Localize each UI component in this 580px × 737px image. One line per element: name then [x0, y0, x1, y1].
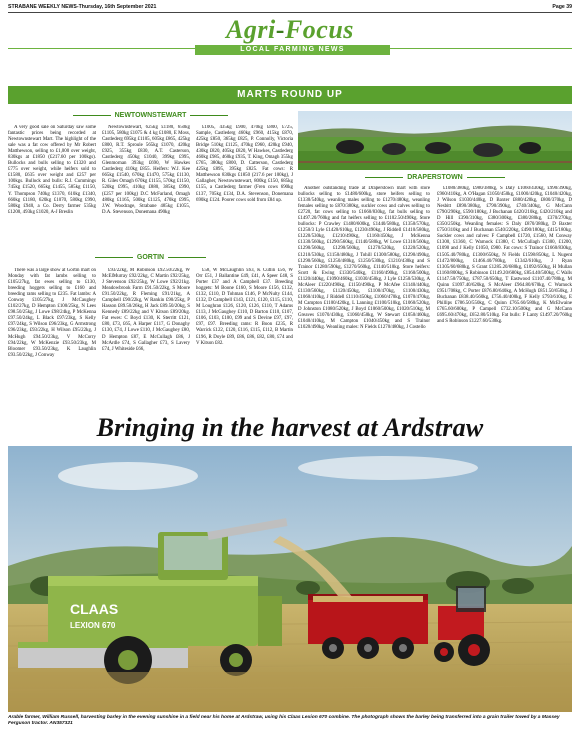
section-banner: MARTS ROUND UP — [8, 86, 572, 104]
page-number: Page 39 — [552, 4, 572, 10]
gortin-col-2: £93/22kg, M Robinson £92.50/22kg, W McElMurray £92/22kg, C Martin £92/25kg, J Stevenson £92/25kg, W Lowe £92/21kg. Meadowbrook Farm £91.50/22kg, S Moore £91.50/22kg, R Fleming £91/21kg, A Campbell £90/22kg, W Rankin £90/25kg, P Hasson £89.50/26kg, H Jack £89.50/20kg, S Kennedy £89/22kg and V Kitson £89/20kg. Fat ewes: C Boyd £130, K Sterritt £121, £80, £73, £65, A Harper £117, G Donaghy £130, £74, J Lowe £110, J McGaughey £80, D Hempton £87, E McCullagh £86, J McArdle £74, S Gallagher £73, S Lavery £74, J Whiteside £66, — [102, 268, 190, 352]
harvest-photo — [8, 446, 572, 712]
masthead-title-right: Focus — [284, 15, 354, 44]
masthead-title — [0, 15, 580, 45]
masthead-title-sep: - — [275, 15, 285, 44]
page-header-left: STRABANE WEEKLY NEWS-Thursday, 16th September 2021 — [8, 4, 157, 10]
page-header — [8, 2, 572, 13]
section-head-draperstown: DRAPERSTOWN — [298, 174, 572, 181]
cattle-photo — [298, 111, 572, 170]
newtownstewart-col-2: Newtownstewart, 625kg £1180, 650kg £1105, 580kg £1075 & 4 kg £1080, E Moss, Castlederg 695kg £1105, 605kg £865, 425kg £800, R.T. Sproule 565kg £1070, 420kg £925, 355kg £830, A.T. Casterson, Castlederg 450kg £1040, 399kg £995, Glenmornan 393kg £690, W Hawkes Castlederg 410kg £855. Heifers: W.J. Kee 665kg £1540, 670kg £1470, 575kg £1130, R. Giles Omagh 670kg £1155, 570kg £1150, 520kg £995, 410kg £880, 385kg £990, (£257 per 100kg) D.C McFarland, Omagh 480kg £1165, 500kg £1125, 470kg £995, J.W. Woodrage, Strabane 485kg £1055, D.A. Stevenson, Donemana 490kg — [102, 125, 190, 215]
gortin-col-1: There was a large show at Gortin mart on Monday with fat lambs selling to £105/27kg, fat ewes selling to £130, breeding hoggets selling to £160 and breeding rams selling to £235. Fat lambs: A Conway £105/27kg, J McCaughey £102/27kg, D Hempton £100/25kg, N Lees £98.50/25kg, J Lowe £98/24kg, P McKenna £97.50/24kg, L Black £97/23kg, S Kelly £97/24kg, S Wilson £96/23kg, G Armstrong £96/23kg, £93/22kg, H Wilson £95/22kg, J McHugh £94.50/23kg, V McCorry £94/22kg, W McKenzie £93.50/23kg, M Bloomer £93.50/23kg, K Laughlin £93.50/22kg, J Conway — [8, 268, 96, 358]
gortin-col-3: £58, W McLaughlin £63, K Cutlin £56, W Orr £51, J Ballantine £49, £41, A Speer £48, S Porter £37 and A Campbell £37. Breeding hoggets: M Boone £160, S Moore £156, £132, £132, £110, D Tohman £146, P McNulty £144, £132, D Campbell £143, £121, £120, £115, £110, M Loughran £126, £120, £126, £110, T Adams £113, J McGaughey £110, D Barton £110, £107, £106, £103, £100, £99 and S Devine £97, £97, £97, £97. Breeding rams: R Boon £235, R Warrick £122, £120, £116, £115, £112, B Martin £196, R Doyle £89, £86, £86, £82, £80, £74 and V Kitson £82. — [196, 268, 293, 346]
combine-brand-label: CLAAS — [70, 601, 119, 617]
combine-model-label: LEXION 670 — [70, 621, 116, 630]
newtownstewart-col-1: A very good sale on Saturday saw some fantastic prices being recorded at Newtownstewart Mart. The highlight of the sale was a fat cow offered by Mr Robert Matthewson, selling to £1,000 over weight, 830kgs at £1850 (£217.60 per 100kgs). Bullocks and bulls selling to £1320 and £775 over weight, while heifers sold to £1580, £635 over weight and £257 per 100kgs. Bullock and bulls: R.J. Cummings 745kg £1520, 665kg £1455, 585kg £1150, Y. Thompson 740kg £1370, 610kg £1340, 660kg £1180, 620kg £1070, 580kg £990, 580kg £940, a Co. Derry farmer 535kg £1200, 493kg £1020, A-J Breslin — [8, 125, 96, 215]
tractor-trailer — [308, 586, 490, 666]
section-head-gortin: GORTIN — [8, 254, 293, 261]
headline: Bringing in the harvest at Ardstraw — [96, 413, 484, 442]
photo-caption: Arable farmer, William Russell, harvesting barley in the evening sunshine in a field near his home at Ardstraw, using his Claas Lexion 670 combine. The photograph shows the barley being transferred into a grain trailer towed by a Massey Ferguson tractor. AN357321 — [8, 715, 560, 726]
masthead — [0, 15, 580, 61]
section-head-newtownstewart: NEWTOWNSTEWART — [8, 112, 293, 119]
newtownstewart-col-3: £1005, 435kg £900, 470kg £800, £725, Sample, Castlederg 460kg £960, 415kg £870, 425kg £850, 365kg £825, P. Connolly, Victoria Bridge 510kg £1125, 470kg £960, 420kg £940, 430kg £820, 405kg £820, W Hawkes, Castlederg 460kg £985, 460kg £935, T. King, Omagh 355kg £765, 380kg £800, D. Catterson, Castlederg 425kg £895, 395kg £825. Fat cows: R Matthewson 830kgs £1850 (217.6 per 100kg), J Gallagher, Newtownstewart, 800kg £150, 685kg £155, a Castlederg farmer (Fren cows 690kg £137, 705kg £134, D.A. Stevenson, Donemana 690kg £124. Poorer cows sold from £84 up. — [196, 125, 293, 203]
draperstown-col-2: £1080/380kg, £980/380kg, S Daly £1060/430kg, £990/390kg, £960/410kg, A O'Hagan £1050/450kg, £1000/420kg, £1040/420kg, J Wilson £1030/440kg, D Baxter £880/420kg, £800/370kg, D Nesbitt £890/380kg, £790/390kg, £740/340kg, G McCann £790/290kg, £590/180kg, J Buchanan £420/210kg, £420/210kg and D Hill £390/310kg, £380/300kg, £380/280kg, £370/270kg, £350/250kg. Weanling females: S Daly £870/380kg, D Baxter £750/310kg and J Buchanan £540/220kg, £490/180kg, £415/180kg. Suckler cows and calves: F Campbell £1720, £1560, M Conway £1300, £1360, C Warnock £1380, C McCullagh £1300, £1200, £1090 and J Kelly £1050, £980. Fat cows: S Trainor £1660/830kg, £1505.40/780kg, £1300/650kg, N Fields £1598/850kg, L Nugent £1472/800kg, £1466.40/780kg, £1342/610kg, J Ryan £1305/60/680kg, S Grant £1285.20/680kg, £1092/650kg, H Mullan £1160/800kg, S Robinson £1149.20/680kg, £854.40/500kg, C Walls £1147.50/750kg, £787.50/650kg, T Eastwood £1107.40/780kg, M Quinn £1097.40/620kg, S McAleer £964.80/670kg, C Warnock £951/708kg, C Porter £876.80/640kg, A McHugh £851.50/650kg, J Buchanan £838.40/560kg, £756.40/400kg, F Kelly £793/610kg, E Phillips £786.50/550kg, C Quinn £765.60/580kg, K McElwaine £765.60/600kg, P Campell £732.10/500kg and G McCann £695.60/470kg, £652.80/510kg. Fat bulls: F Lanty £1497.20/760kg and S Robinson £1227.60/530kg. — [437, 186, 572, 325]
masthead-subtitle: LOCAL FARMING NEWS — [195, 45, 390, 55]
draperstown-col-1: Another outstanding trade at Draperstown mart with store bullocks selling to £1480/600kg, store heifers selling to £1330/540kg, weanling males selling to £1270/480kg, weanling females selling to £870/380kg, suckler cows and calves selling to £2720, fat cows selling to £1660/830kg, fat bulls selling to £1497.20/760kg and fat heifers selling to £1102.50/490kg. Store bullocks: P Crawley £1480/600kg, £1440/580kg, £1350/570kg, £1250/3 Lyle £1420/610kg, £1230/490kg, J Riddell £1410/580kg, £1220/530kg, £1210/490kg, £1160/450kg, J McKenna £1330/560kg, £1290/560kg, £1140/580kg, W Lowe £1310/560kg, £1290/560kg, £1290/560kg, £1270/520kg, £1220/520kg, £1210/530kg, £1150/480kg, J Tohill £1300/580kg, £1290/490kg, £1290/560kg, £1250/480kg, £1250/530kg, £1210/430kg and S Trainor £1280/590kg, £1270/560kg, £1140/510kg. Store heifers: Scott & Ewing £1330/540kg, £1160/490kg, £1160/500kg, £1120/440kg, £1090/460kg, £1030/450kg, J Lyle £1250/530kg, A McAleer £1220/490kg, £1150/490kg, P McAfee £1140/440kg, £1130/560kg, £1120/450kg, £1100/470kg, £1100/430kg, £1060/410kg, J Riddell £1110/450kg, £1060/470kg, £1070/470kg, M Campton £1100/420kg, L Lanning £1100/510kg, £1060/520kg, D Johnston £1080/520kg, J Boyd £1060/500kg, £1020/510kg, M Greaves £1070/430kg, £1060/450kg, W Stewart £1050/460kg, £1040/410kg, M Campton £1040/450kg and S Trainor £1020/490kg. Weanling males: N Fields £1270/480kg, J Costello — [298, 186, 430, 331]
masthead-title-left: Agri — [226, 15, 276, 44]
